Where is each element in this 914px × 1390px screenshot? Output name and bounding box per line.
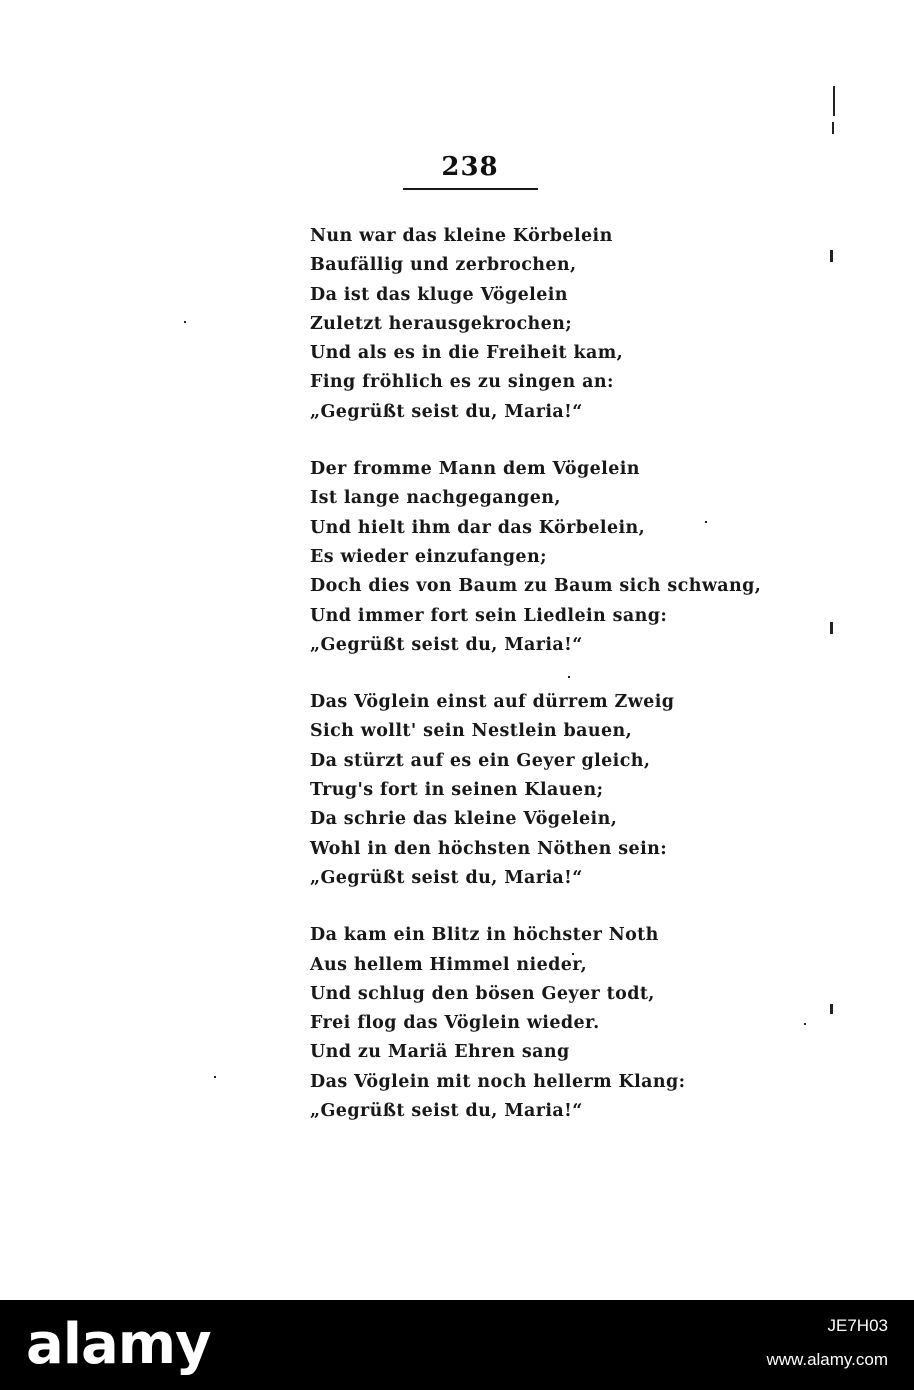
scan-speck bbox=[568, 676, 570, 678]
poem-refrain: „Gegrüßt seist du, Maria!“ bbox=[310, 1101, 583, 1122]
scan-speck bbox=[184, 321, 186, 323]
poem-line: Und schlug den bösen Geyer todt, bbox=[310, 983, 655, 1004]
scan-margin-mark bbox=[832, 122, 834, 134]
header-rule bbox=[403, 188, 538, 190]
poem-line: Fing fröhlich es zu singen an: bbox=[310, 372, 614, 393]
scan-speck bbox=[804, 1023, 806, 1025]
poem-line: Ist lange nachgegangen, bbox=[310, 488, 561, 509]
stanza-4 bbox=[310, 921, 730, 1126]
stanza-1 bbox=[310, 222, 730, 427]
poem-line: Wohl in den höchsten Nöthen sein: bbox=[310, 838, 668, 859]
poem-line: Da schrie das kleine Vögelein, bbox=[310, 809, 618, 830]
poem-line: Das Vöglein einst auf dürrem Zweig bbox=[310, 692, 675, 713]
image-id: JE7H03 bbox=[827, 1316, 888, 1335]
poem-line: Es wieder einzufangen; bbox=[310, 546, 547, 567]
scan-speck bbox=[572, 953, 574, 955]
poem-line: Nun war das kleine Körbelein bbox=[310, 226, 613, 246]
poem-line: Doch dies von Baum zu Baum sich schwang, bbox=[310, 576, 762, 597]
poem-line: Der fromme Mann dem Vögelein bbox=[310, 459, 640, 480]
poem-line: Frei flog das Vöglein wieder. bbox=[310, 1013, 600, 1034]
poem-line: Aus hellem Himmel nieder, bbox=[310, 954, 588, 975]
poem-refrain: „Gegrüßt seist du, Maria!“ bbox=[310, 634, 583, 655]
poem-line: Das Vöglein mit noch hellerm Klang: bbox=[310, 1071, 686, 1092]
alamy-logo: alamy bbox=[26, 1312, 211, 1377]
scan-speck bbox=[830, 622, 833, 634]
scan-margin-mark bbox=[833, 86, 835, 116]
poem-line: Und als es in die Freiheit kam, bbox=[310, 343, 624, 364]
poem-line: Und zu Mariä Ehren sang bbox=[310, 1042, 570, 1063]
stanza-2 bbox=[310, 455, 762, 660]
scan-speck bbox=[830, 1004, 833, 1014]
poem-line: Trug's fort in seinen Klauen; bbox=[310, 780, 604, 801]
poem-refrain: „Gegrüßt seist du, Maria!“ bbox=[310, 867, 583, 888]
poem-line: Und immer fort sein Liedlein sang: bbox=[310, 605, 668, 626]
poem bbox=[310, 222, 762, 1154]
scan-speck bbox=[830, 250, 833, 262]
poem-refrain: „Gegrüßt seist du, Maria!“ bbox=[310, 401, 583, 422]
poem-line: Zuletzt herausgekrochen; bbox=[310, 313, 573, 334]
poem-line: Da stürzt auf es ein Geyer gleich, bbox=[310, 750, 651, 771]
scan-speck bbox=[705, 521, 707, 523]
scan-speck bbox=[214, 1076, 216, 1078]
site-url: www.alamy.com bbox=[766, 1350, 888, 1369]
stanza-3 bbox=[310, 688, 730, 893]
page-number: 238 bbox=[441, 152, 499, 182]
poem-line: Sich wollt' sein Nestlein bauen, bbox=[310, 721, 633, 742]
poem-line: Da kam ein Blitz in höchster Noth bbox=[310, 925, 659, 946]
poem-line: Baufällig und zerbrochen, bbox=[310, 255, 577, 276]
poem-line: Und hielt ihm dar das Körbelein, bbox=[310, 517, 646, 538]
poem-line: Da ist das kluge Vögelein bbox=[310, 284, 568, 305]
